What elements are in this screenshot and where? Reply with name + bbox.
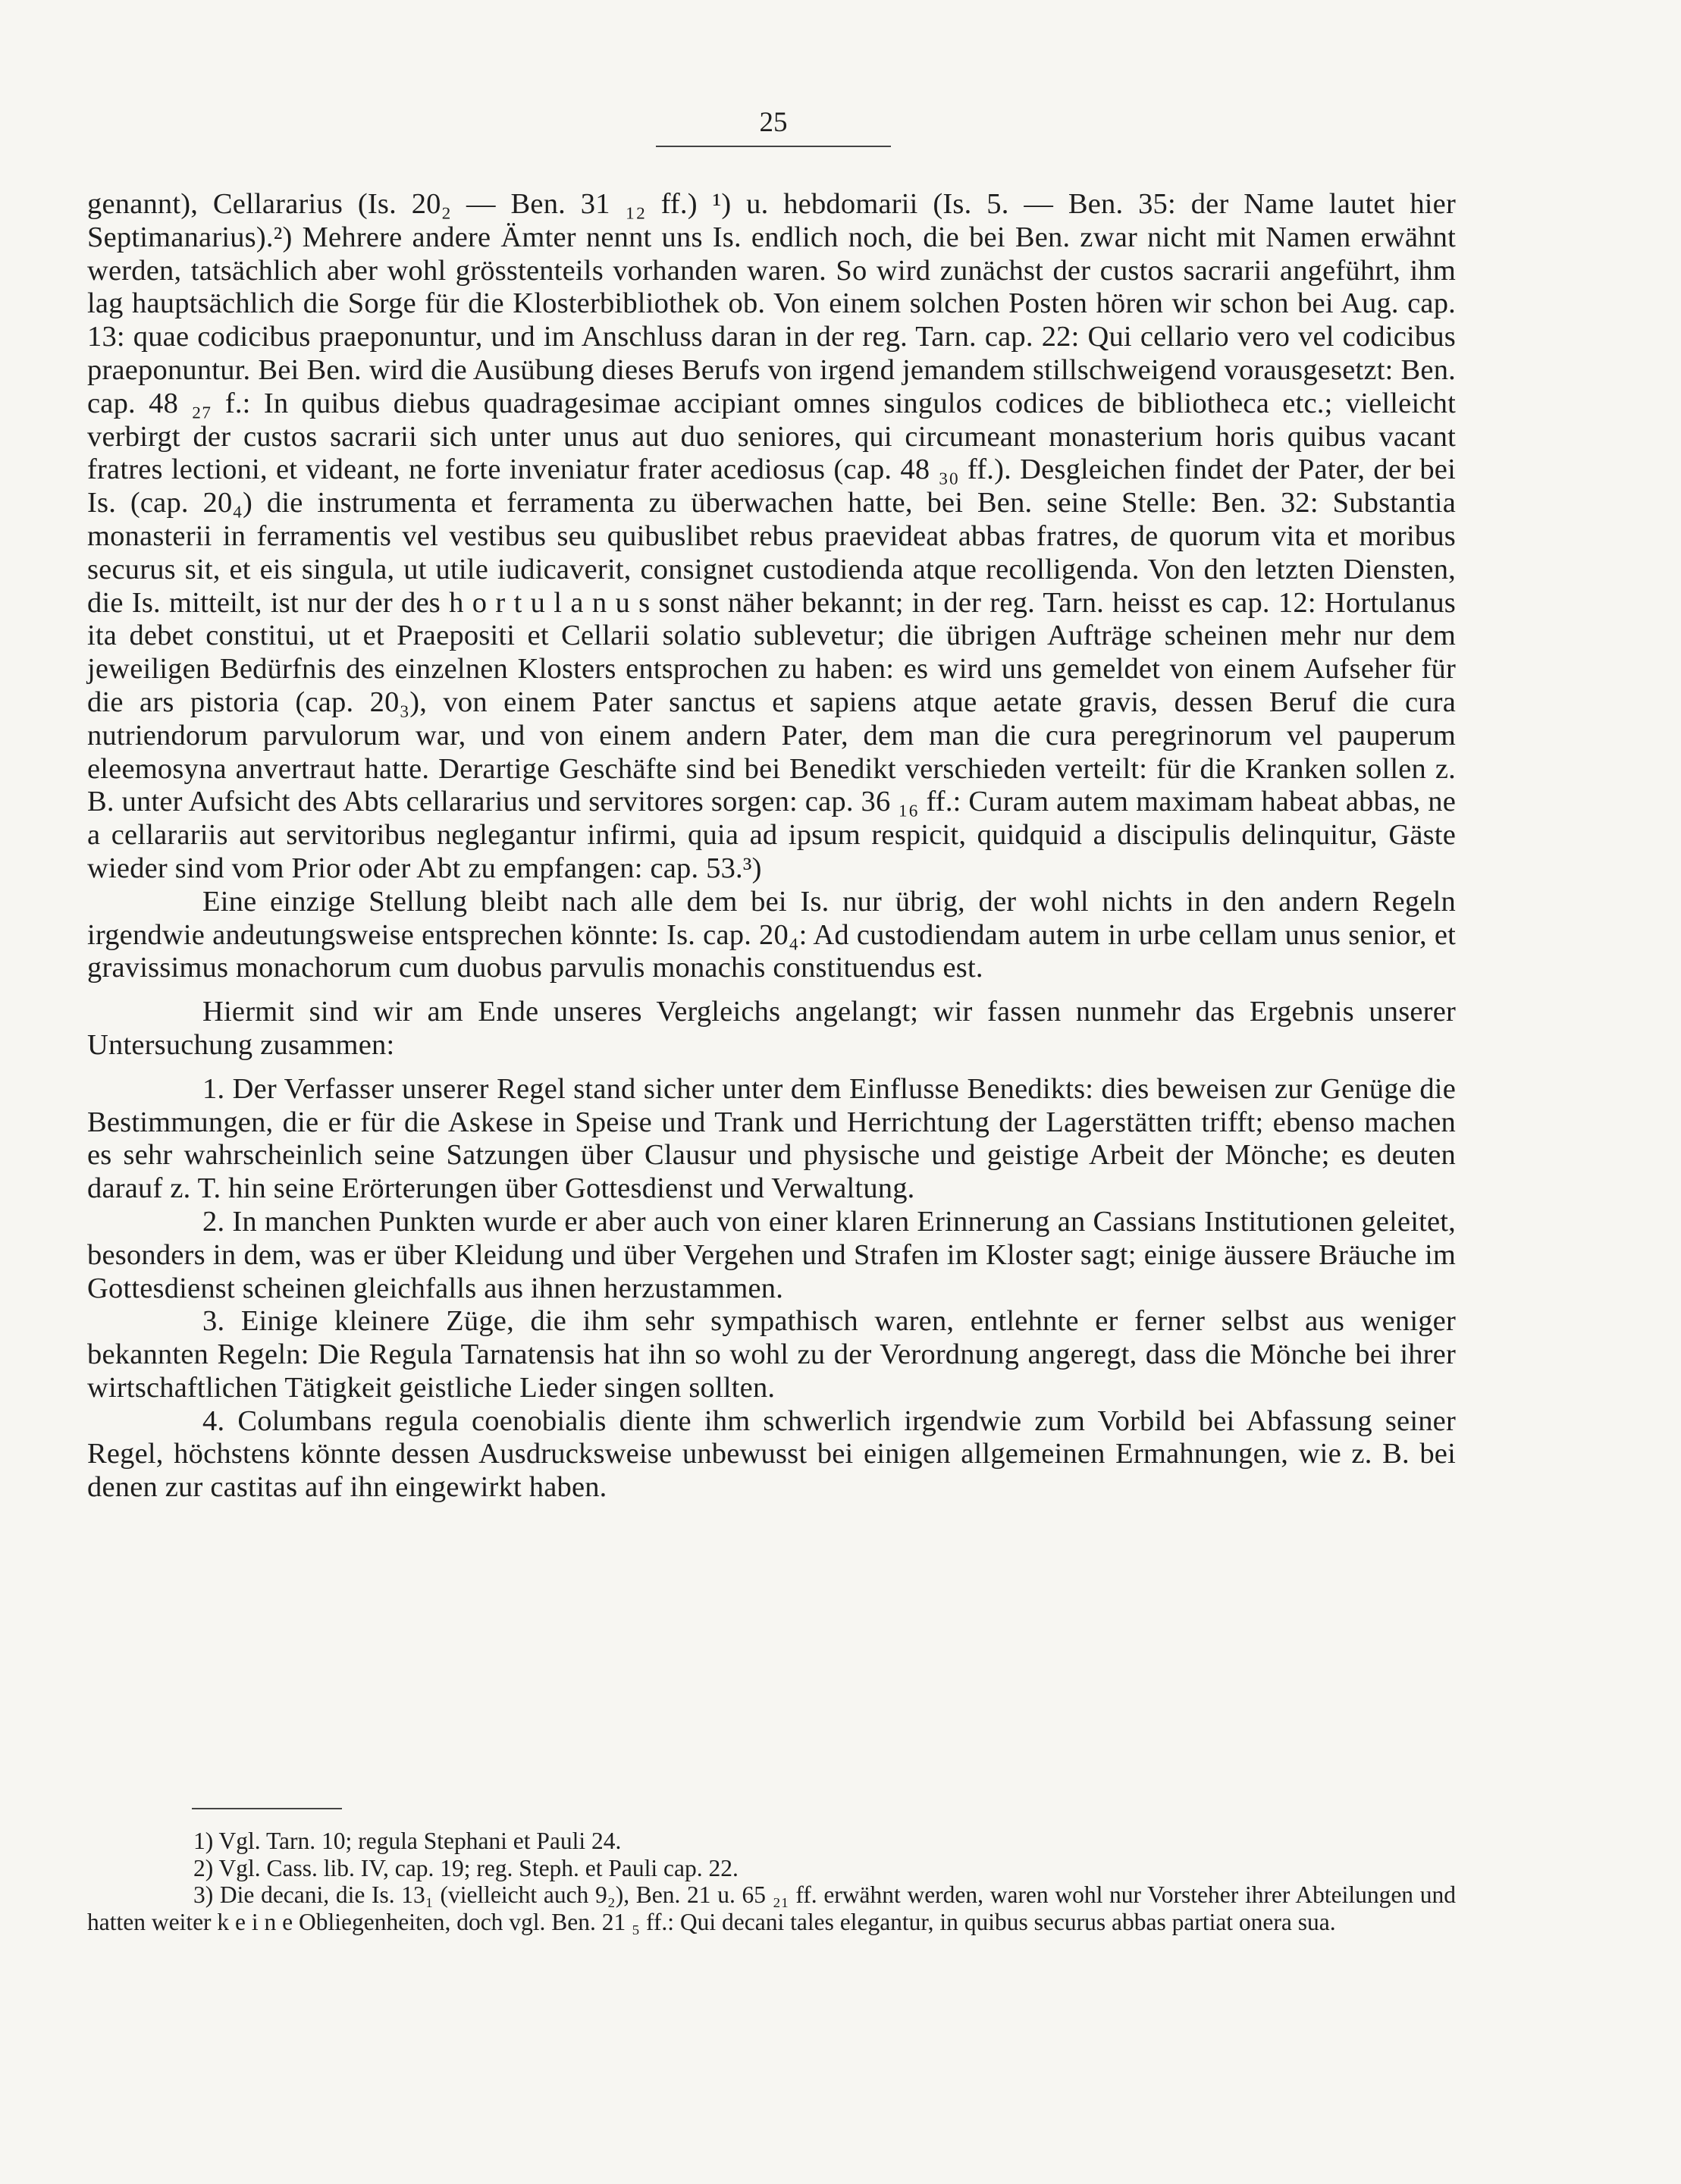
footnotes <box>87 1828 1456 1935</box>
footnote-2: 2) Vgl. Cass. lib. IV, cap. 19; reg. Steph. et Pauli cap. 22. <box>193 1854 739 1881</box>
page-number: 25 <box>759 107 788 138</box>
summary-item-4: 4. Columbans regula coenobialis diente ihm schwerlich irgendwie zum Vorbild bei Abfassung seiner Regel, höchstens könnte dessen Ausdrucksweise unbewusst bei einigen allgemeinen Ermahnungen, wie z. B. bei denen zur castitas auf ihn eingewirkt haben. <box>87 1404 1456 1504</box>
paragraph: Eine einzige Stellung bleibt nach alle dem bei Is. nur übrig, der wohl nichts in den andern Regeln irgendwie andeutungsweise entsprechen könnte: Is. cap. 20₄: Ad custodiendam autem in urbe cellam unus senior, et gravissimus monachorum cum duobus parvulis monachis constituendus est. <box>87 885 1456 984</box>
header-rule <box>656 146 891 147</box>
summary-item-1: 1. Der Verfasser unserer Regel stand sicher unter dem Einflusse Benedikts: dies beweisen zur Genüge die Bestimmungen, die er für die Askese in Speise und Trank und Herrichtung der Lagerstätten trifft; ebenso machen es sehr wahrscheinlich seine Satzungen über Clausur und physische und geistige Arbeit der Mönche; es deuten darauf z. T. hin seine Erörterungen über Gottesdienst und Verwaltung. <box>87 1072 1456 1205</box>
summary-item-2: 2. In manchen Punkten wurde er aber auch von einer klaren Erinnerung an Cassians Institutionen geleitet, besonders in dem, was er über Kleidung und über Vergehen und Strafen im Kloster sagt; einige äussere Bräuche im Gottesdienst scheinen gleichfalls aus ihnen herzustammen. <box>87 1205 1456 1304</box>
footnote-rule <box>192 1808 342 1809</box>
paragraph-continued: genannt), Cellararius (Is. 20₂ — Ben. 31 ₁₂ ff.) ¹) u. hebdomarii (Is. 5. — Ben. 35: der Name lautet hier Septimanarius).²) Mehrere andere Ämter nennt uns Is. endlich noch, die bei Ben. zwar nicht mit Namen erwähnt werden, tatsächlich aber wohl grösstenteils vorhanden waren. So wird zunächst der custos sacrarii angeführt, ihm lag hauptsächlich die Sorge für die Klosterbibliothek ob. Von einem solchen Posten hören wir schon bei Aug. cap. 13: quae codicibus praeponuntur, und im Anschluss daran in der reg. Tarn. cap. 22: Qui cellario vero vel codicibus praeponuntur. Bei Ben. wird die Ausübung dieses Berufs von irgend jemandem stillschweigend vorausgesetzt: Ben. cap. 48 ₂₇ f.: In quibus diebus quadragesimae accipiant omnes singulos codices de bibliotheca etc.; vielleicht verbirgt der custos sacrarii sich unter unus aut duo seniores, qui circumeant monasterium horis quibus vacant fratres lectioni, et videant, ne forte inveniatur frater acediosus (cap. 48 ₃₀ ff.). Desgleichen findet der Pater, der bei Is. (cap. 20₄) die instrumenta et ferramenta zu überwachen hatte, bei Ben. seine Stelle: Ben. 32: Substantia monasterii in ferramentis vel vestibus seu quibuslibet rebus praevideat abbas fratres, de quorum vita et moribus securus sit, et eis singula, ut utile iudicaverit, consignet custodienda atque recolligenda. Von den letzten Diensten, die Is. mitteilt, ist nur der des h o r t u l a n u s sonst näher bekannt; in der reg. Tarn. heisst es cap. 12: Hortulanus ita debet constitui, ut et Praepositi et Cellarii solatio sublevetur; die übrigen Aufträge scheinen mehr nur dem jeweiligen Bedürfnis des einzelnen Klosters entsprochen zu haben: es wird uns gemeldet von einem Aufseher für die ars pistoria (cap. 20₃), von einem Pater sanctus et sapiens atque aetate gravis, dessen Beruf die cura nutriendorum parvulorum war, und von einem andern Pater, dem man die cura peregrinorum vel pauperum eleemosyna anvertraut hatte. Derartige Geschäfte sind bei Benedikt verschieden verteilt: für die Kranken sollen z. B. unter Aufsicht des Abts cellararius und servitores sorgen: cap. 36 ₁₆ ff.: Curam autem maximam habeat abbas, ne a cellarariis aut servitoribus neglegantur infirmi, quia ad ipsum respicit, quidquid a discipulis delinquitur, Gäste wieder sind vom Prior oder Abt zu empfangen: cap. 53.³) <box>87 188 1456 884</box>
footnote-3: 3) Die decani, die Is. 13₁ (vielleicht auch 9₂), Ben. 21 u. 65 ₂₁ ff. erwähnt werden, waren wohl nur Vorsteher ihrer Abteilungen und hatten weiter k e i n e Obliegenheiten, doch vgl. Ben. 21 ₅ ff.: Qui decani tales elegantur, in quibus securus abbas partiat onera sua. <box>87 1881 1456 1935</box>
summary-item-3: 3. Einige kleinere Züge, die ihm sehr sympathisch waren, entlehnte er ferner selbst aus weniger bekannten Regeln: Die Regula Tarnatensis hat ihn so wohl zu der Verordnung angeregt, dass die Mönche bei ihrer wirtschaftlichen Tätigkeit geistliche Lieder singen sollten. <box>87 1305 1456 1404</box>
paragraph: Hiermit sind wir am Ende unseres Vergleichs angelangt; wir fassen nunmehr das Ergebnis unserer Untersuchung zusammen: <box>87 996 1456 1061</box>
footnote-1: 1) Vgl. Tarn. 10; regula Stephani et Pauli 24. <box>193 1828 622 1854</box>
body-text <box>87 188 1456 1505</box>
